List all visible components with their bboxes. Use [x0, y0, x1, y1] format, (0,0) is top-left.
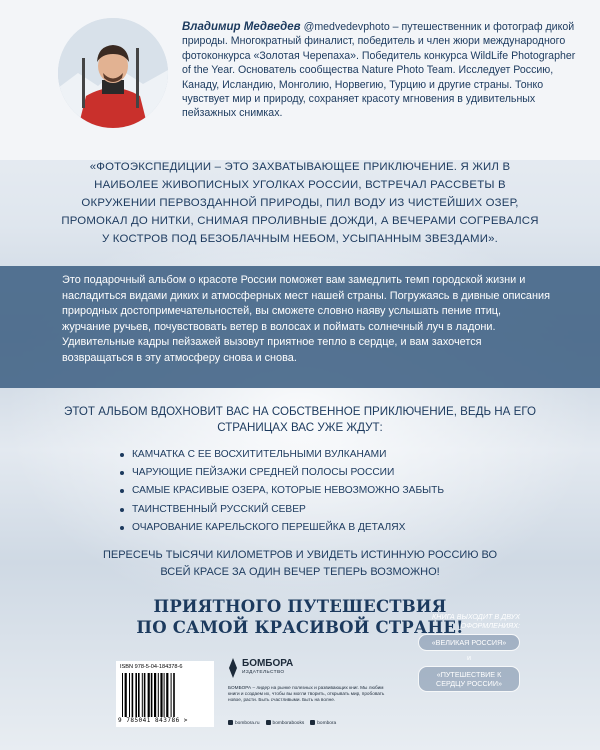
author-bio-text: – путешественник и фотограф дикой природы. Многократный финалист, победитель и член жюри международного фотоконкурса «Золотая Черепаха». Победитель конкурса WildLife Photographer of the Year. Основатель сообщества Nature Photo Team. Исследует Россию, Канаду, Исландию, Монголию, Норвегию, Турцию и другие страны. Тонко чувствует мир и природу, сохраняет красоту мгновения в удивительных пейзажных снимках.: [182, 21, 576, 120]
list-intro: ЭТОТ АЛЬБОМ ВДОХНОВИТ ВАС НА СОБСТВЕННОЕ ПРИКЛЮЧЕНИЕ, ВЕДЬ НА ЕГО СТРАНИЦАХ ВАС УЖЕ ЖДУТ:: [63, 405, 536, 434]
barcode-stripe: [148, 673, 150, 717]
social-link[interactable]: bombora.ru: [228, 720, 260, 726]
barcode-stripe: [138, 673, 140, 717]
list-item: ОЧАРОВАНИЕ КАРЕЛЬСКОГО ПЕРЕШЕЙКА В ДЕТАЛЯХ: [120, 519, 500, 537]
list-item: ТАИНСТВЕННЫЙ РУССКИЙ СЕВЕР: [120, 501, 500, 519]
barcode-stripe: [154, 673, 156, 717]
highlights-list: [120, 446, 500, 537]
editions-note: [418, 612, 520, 692]
barcode-stripe: [166, 673, 168, 717]
barcode-stripe: [142, 673, 143, 717]
publisher-logo-icon: [228, 658, 238, 678]
barcode-stripe: [132, 673, 134, 717]
barcode-stripe: [129, 673, 130, 717]
barcode-stripe: [171, 673, 172, 717]
social-link[interactable]: bomborabooks: [266, 720, 305, 726]
author-name: Владимир Медведев: [182, 21, 301, 33]
editions-note-text: КНИГА ВЫХОДИТ В ДВУХ ОФОРМЛЕНИЯХ:: [432, 612, 520, 630]
barcode-stripe: [144, 673, 146, 717]
social-icon: [266, 720, 271, 725]
social-icon: [310, 720, 315, 725]
barcode-stripe: [135, 673, 137, 717]
author-quote: «ФОТОЭКСПЕДИЦИИ – ЭТО ЗАХВАТЫВАЮЩЕЕ ПРИКЛЮЧЕНИЕ. Я ЖИЛ В НАИБОЛЕЕ ЖИВОПИСНЫХ УГОЛКАХ РОССИИ, ВСТРЕЧАЛ РАССВЕТЫ В ОКРУЖЕНИИ ПЕРВОЗДАННОЙ ПРИРОДЫ, ПИЛ ВОДУ ИЗ ЧИСТЕЙШИХ ОЗЕР, ПРОМОКАЛ ДО НИТКИ, СНИМАЯ ПРОЛИВНЫЕ ДОЖДИ, А ВЕЧЕРАМИ СОГРЕВАЛСЯ У КОСТРОВ ПОД БЕЗОБЛАЧНЫМ НЕБОМ, УСЫПАННЫМ ЗВЕЗДАМИ».: [61, 161, 539, 245]
bullet-icon: [120, 526, 124, 530]
barcode-icon: [122, 673, 208, 717]
publisher-blurb: БОМБОРА – лидер на рынке полезных и развивающих книг. Мы любим книги и создаем их, чтобы вы могли творить, открывать мир, пробовать новое, расти. Быть счастливыми. Быть на волне.: [228, 685, 385, 703]
description-text: Это подарочный альбом о красоте России поможет вам замедлить темп городской жизни и насладиться видами диких и атмосферных мест нашей страны. Погружаясь в дивные описания природных достопримечательностей, вы сможете словно наяву услышать пение птиц, журчание ручьев, почувствовать ветер в волосах и поймать солнечный луч в ладони. Удивительные кадры пейзажей вызовут приятное тепло в сердце, и вам захочется возвращаться в эту атмосферу снова и снова.: [62, 274, 550, 364]
barcode-stripe: [125, 673, 127, 717]
slogan-line-2: ПО САМОЙ КРАСИВОЙ СТРАНЕ!: [136, 618, 464, 637]
publisher-name: БОМБОРА: [242, 658, 294, 669]
bullet-icon: [120, 489, 124, 493]
list-item: КАМЧАТКА С ЕЕ ВОСХИТИТЕЛЬНЫМИ ВУЛКАНАМИ: [120, 446, 500, 464]
social-link[interactable]: bombora: [310, 720, 336, 726]
bullet-icon: [120, 508, 124, 512]
barcode: [116, 661, 214, 727]
list-item: САМЫЕ КРАСИВЫЕ ОЗЕРА, КОТОРЫЕ НЕВОЗМОЖНО ЗАБЫТЬ: [120, 482, 500, 500]
barcode-stripe: [160, 673, 162, 717]
author-photo: [58, 18, 168, 128]
barcode-stripe: [151, 673, 153, 717]
description-band: [0, 266, 600, 388]
barcode-stripe: [158, 673, 159, 717]
editions-and: и: [466, 653, 471, 662]
isbn-label: ISBN 978-5-04-184378-6: [120, 664, 183, 670]
author-portrait-icon: [58, 18, 168, 128]
social-icon: [228, 720, 233, 725]
author-handle: @medvedevphoto: [303, 21, 390, 33]
barcode-stripe: [164, 673, 165, 717]
bullet-icon: [120, 453, 124, 457]
publisher-sub: ИЗДАТЕЛЬСТВО: [242, 670, 285, 675]
barcode-digits: 9 785041 843786 >: [118, 717, 188, 724]
edition-first: «ВЕЛИКАЯ РОССИЯ»: [418, 634, 520, 651]
barcode-stripe: [173, 673, 175, 717]
barcode-stripe: [122, 673, 123, 717]
bullet-icon: [120, 471, 124, 475]
slogan-line-1: ПРИЯТНОГО ПУТЕШЕСТВИЯ: [153, 597, 447, 616]
author-bio: [182, 20, 582, 121]
edition-second: «ПУТЕШЕСТВИЕ К СЕРДЦУ РОССИИ»: [418, 666, 520, 692]
closing-text: ПЕРЕСЕЧЬ ТЫСЯЧИ КИЛОМЕТРОВ И УВИДЕТЬ ИСТИННУЮ РОССИЮ ВО ВСЕЙ КРАСЕ ЗА ОДИН ВЕЧЕР ТЕПЕРЬ ВОЗМОЖНО!: [102, 549, 498, 578]
list-item: ЧАРУЮЩИЕ ПЕЙЗАЖИ СРЕДНЕЙ ПОЛОСЫ РОССИИ: [120, 464, 500, 482]
publisher-socials: [228, 720, 390, 726]
